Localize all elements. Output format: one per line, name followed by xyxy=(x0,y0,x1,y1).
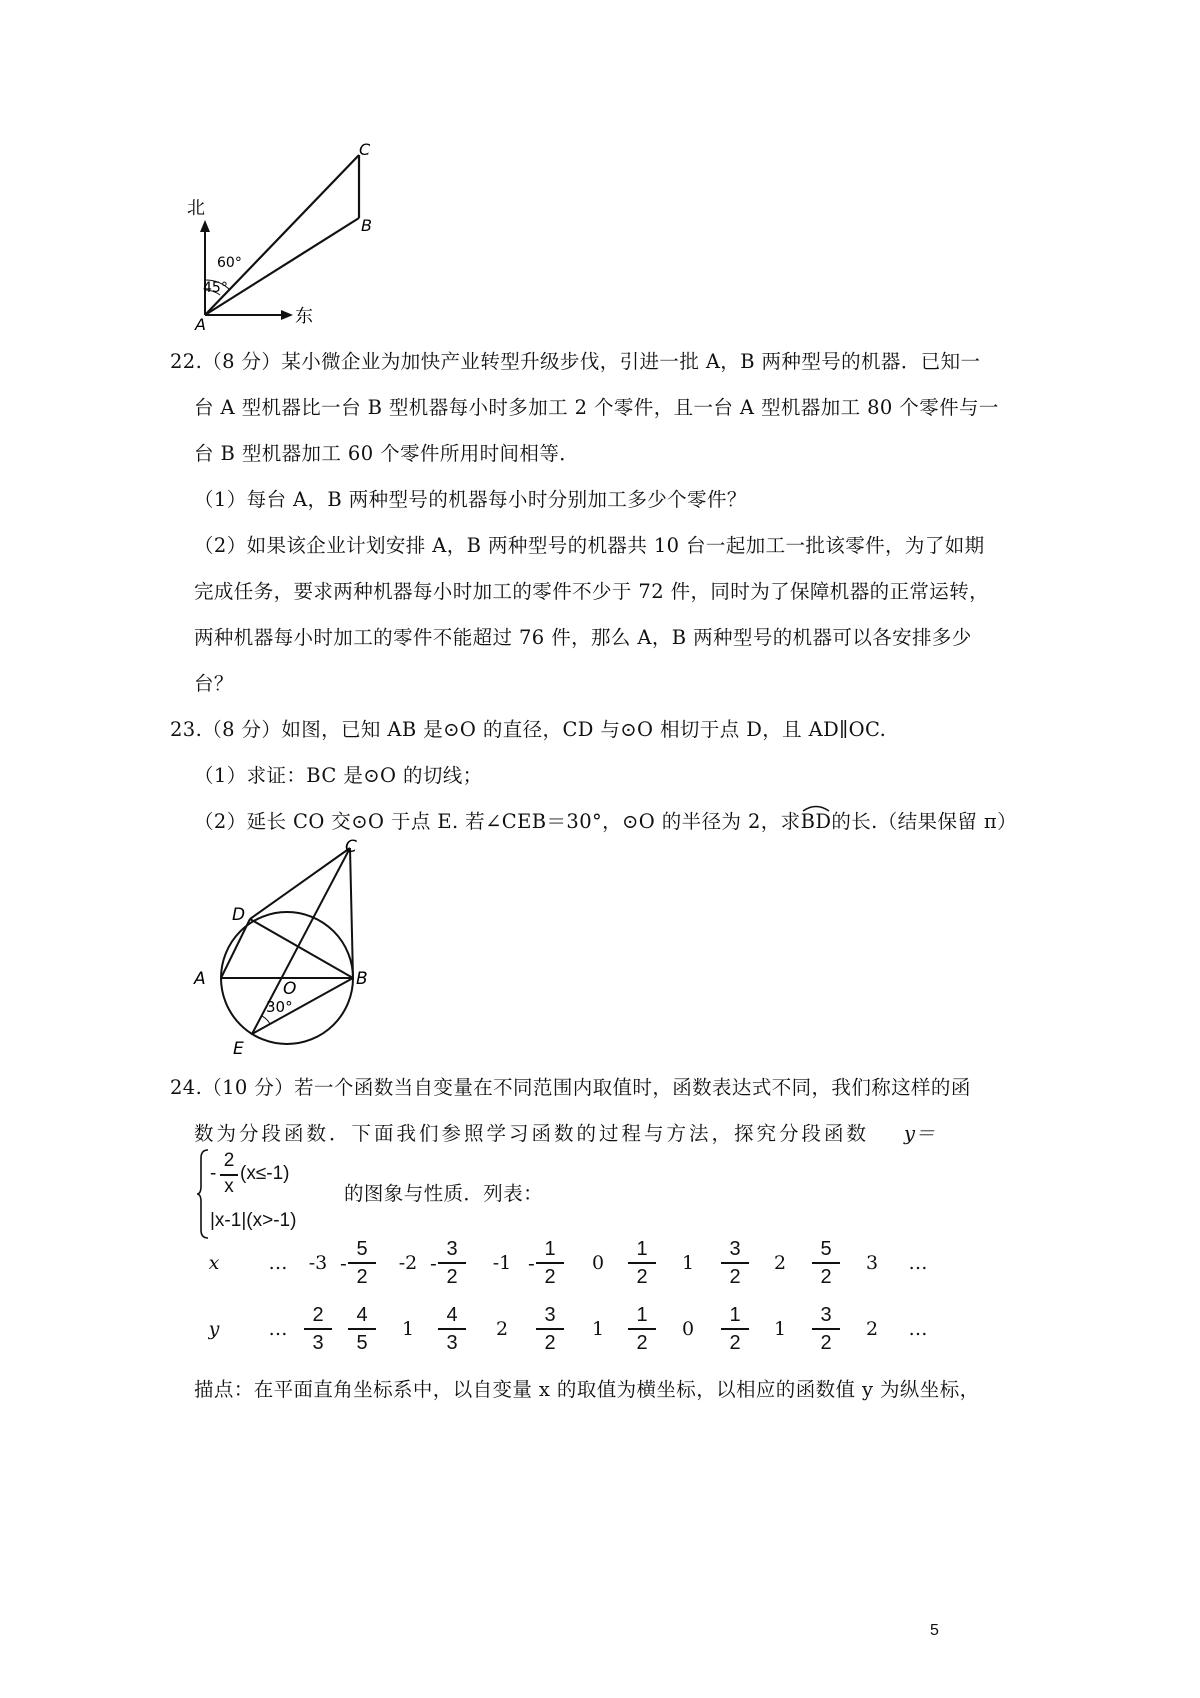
point-b-label: B xyxy=(356,969,368,989)
q24-last-line: 描点：在平面直角坐标系中，以自变量 x 的取值为横坐标，以相应的函数值 y 为纵坐标， xyxy=(194,1378,980,1401)
q22-line-3: 台 B 型机器加工 60 个零件所用时间相等． xyxy=(194,442,580,465)
table-x-cell: … xyxy=(268,1252,288,1274)
table-y-cell: 4 3 xyxy=(432,1304,472,1354)
q23-sub-2-text: （2）延长 CO 交⊙O 于点 E. 若∠CEB＝30°，⊙O 的半径为 2，求 xyxy=(194,810,801,833)
table-y-cell: 3 2 xyxy=(806,1304,846,1354)
q22-sub-2-line-1: （2）如果该企业计划安排 A，B 两种型号的机器共 10 台一起加工一批该零件，为了如期 xyxy=(194,534,985,557)
bearing-diagram xyxy=(185,130,435,330)
table-x-label: x xyxy=(208,1252,220,1274)
q22-line-1: 22.（8 分）某小微企业为加快产业转型升级步伐，引进一批 A，B 两种型号的机器．已知一 xyxy=(170,350,981,373)
q22-sub-2-line-4: 台？ xyxy=(194,672,234,695)
point-o-label: O xyxy=(283,979,297,999)
point-b-label: B xyxy=(361,216,372,235)
q23-line-1: 23.（8 分）如图，已知 AB 是⊙O 的直径，CD 与⊙O 相切于点 D，且 AD∥OC. xyxy=(170,718,887,741)
q24-line-1: 24.（10 分）若一个函数当自变量在不同范围内取值时，函数表达式不同，我们称这样的函 xyxy=(170,1076,971,1099)
angle-60-label: 60° xyxy=(217,255,242,271)
table-y-cell: 3 2 xyxy=(530,1304,570,1354)
table-x-cell: 0 xyxy=(591,1252,605,1274)
table-y-cell: 1 xyxy=(401,1318,415,1340)
table-y-cell: 1 xyxy=(773,1318,787,1340)
table-y-label: y xyxy=(208,1318,220,1340)
q23-sub-2-tail: 的长.（结果保留 π） xyxy=(831,810,1017,833)
piece-1-den: x xyxy=(224,1176,234,1197)
q22-sub-2-line-3: 两种机器每小时加工的零件不能超过 76 件，那么 A，B 两种型号的机器可以各安排多少 xyxy=(194,626,972,649)
table-x-cell: 3 2 xyxy=(715,1238,755,1288)
table-y-cell: 2 3 xyxy=(298,1304,338,1354)
table-x-cell: 1 xyxy=(681,1252,695,1274)
table-y-cell: … xyxy=(908,1318,928,1340)
piece-2: |x-1|(x>-1) xyxy=(210,1210,297,1231)
page-number: 5 xyxy=(930,1622,939,1639)
table-x-cell: -3 xyxy=(308,1252,328,1274)
piece-1-cond: (x≤-1) xyxy=(240,1163,290,1184)
table-x-cell: 5 2 xyxy=(806,1238,846,1288)
table-x-cell: -1 xyxy=(492,1252,512,1274)
point-a-label: A xyxy=(194,969,206,989)
q24-line-2-tail: y＝ xyxy=(904,1122,936,1145)
table-x-cell: 3 xyxy=(865,1252,879,1274)
point-e-label: E xyxy=(233,1039,244,1058)
piece-1-num: 2 xyxy=(223,1150,235,1171)
piece-1-sign: - xyxy=(210,1163,217,1184)
point-c-label: C xyxy=(359,140,371,159)
circle-diagram xyxy=(180,828,390,1058)
table-x-cell: - 3 2 xyxy=(432,1238,472,1288)
arc-bd-label: BD xyxy=(800,810,832,833)
point-a-label: A xyxy=(195,315,206,330)
piecewise-function xyxy=(196,1148,346,1240)
point-c-label: C xyxy=(345,837,357,857)
q22-line-2: 台 A 型机器比一台 B 型机器每小时多加工 2 个零件，且一台 A 型机器加工 80 个零件与一 xyxy=(194,396,999,419)
arc-bd xyxy=(801,808,832,836)
table-x-cell: - 1 2 xyxy=(530,1238,570,1288)
q24-line-2: 数为分段函数．下面我们参照学习函数的过程与方法，探究分段函数 xyxy=(194,1122,870,1145)
east-label: 东 xyxy=(295,306,313,327)
angle-30-label: 30° xyxy=(266,998,293,1016)
north-label: 北 xyxy=(187,198,205,219)
table-y-cell: 1 xyxy=(591,1318,605,1340)
table-x-cell: - 5 2 xyxy=(342,1238,382,1288)
table-y-cell: 2 xyxy=(495,1318,509,1340)
q24-after-brace: 的图象与性质．列表： xyxy=(344,1182,544,1205)
q22-sub-2-line-2: 完成任务，要求两种机器每小时加工的零件不少于 72 件，同时为了保障机器的正常运转， xyxy=(194,580,990,603)
table-y-cell: 1 2 xyxy=(715,1304,755,1354)
point-d-label: D xyxy=(232,905,246,925)
table-x-cell: … xyxy=(908,1252,928,1274)
q22-sub-1: （1）每台 A，B 两种型号的机器每小时分别加工多少个零件？ xyxy=(194,488,747,511)
table-y-cell: 1 2 xyxy=(622,1304,662,1354)
table-y-cell: 4 5 xyxy=(342,1304,382,1354)
angle-45-label: 45° xyxy=(203,280,228,296)
table-x-cell: 1 2 xyxy=(622,1238,662,1288)
table-x-cell: 2 xyxy=(773,1252,787,1274)
table-y-cell: 0 xyxy=(681,1318,695,1340)
table-y-cell: 2 xyxy=(865,1318,879,1340)
table-y-cell: … xyxy=(268,1318,288,1340)
q23-sub-1: （1）求证：BC 是⊙O 的切线； xyxy=(194,764,483,787)
table-x-cell: -2 xyxy=(398,1252,418,1274)
brace-icon xyxy=(196,1148,210,1240)
